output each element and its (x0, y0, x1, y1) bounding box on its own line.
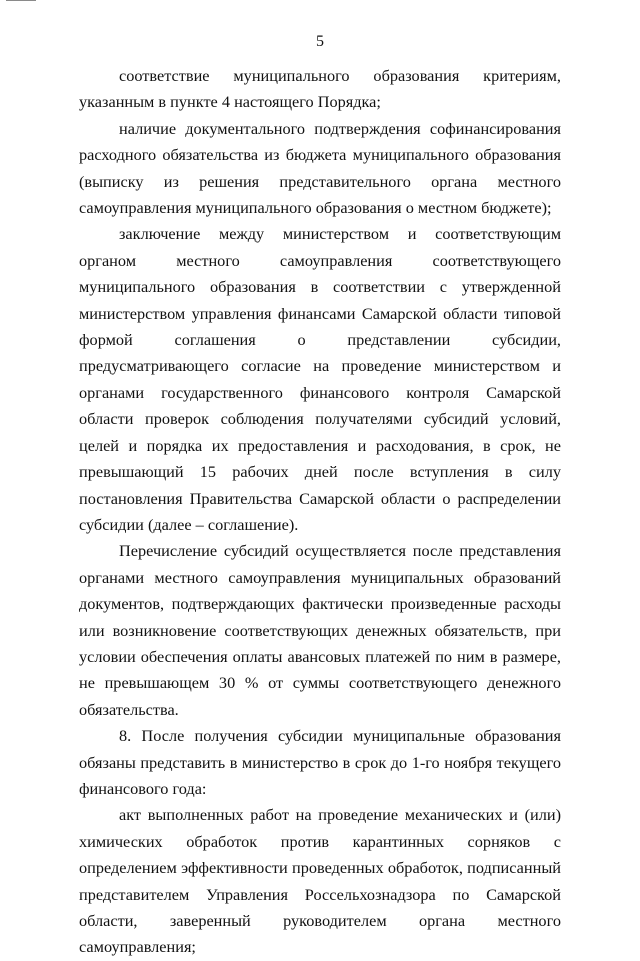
document-body (79, 63, 561, 961)
paragraph-item-8: 8. После получения субсидии муниципальные образования обязаны представить в министерство в срок до 1-го ноября текущего финансового года: (79, 726, 561, 798)
paragraph-criteria: соответствие муниципального образования критериям, указанным в пункте 4 настоящего Порядка; (79, 66, 561, 112)
scan-edge-mark (6, 0, 36, 2)
paragraph-act: акт выполненных работ на проведение механических и (или) химических обработок против карантинных сорняков с определением эффективности проведенных обработок, подписанный представителем Управления Россельхознадзора по Самарской области, заверенный руководителем органа местного самоуправления; (79, 805, 561, 957)
paragraph-transfer: Перечисление субсидий осуществляется после представления органами местного самоуправления муниципальных образований документов, подтверждающих фактически произведенные расходы или возникновение соответствующих денежных обязательств, при условии обеспечения оплаты авансовых платежей по ним в размере, не превышающем 30 % от суммы соответствующего денежного обязательства. (79, 541, 561, 719)
page-number: 5 (316, 33, 324, 50)
paragraph-cofinancing: наличие документального подтверждения софинансирования расходного обязательства из бюджета муниципального образования (выписку из решения представительного органа местного самоуправления муниципального образования о местном бюджете); (79, 118, 561, 218)
paragraph-agreement: заключение между министерством и соответствующим органом местного самоуправления соответствующего муниципального образования в соответствии с утвержденной министерством управления финансами Самарской области типовой формой соглашения о представлении субсидии, предусматривающего согласие на проведение министерством и органами государственного финансового контроля Самарской области проверок соблюдения получателями субсидий условий, целей и порядка их предоставления и расходования, в срок, не превышающий 15 рабочих дней после вступления в силу постановления Правительства Самарской области о распределении субсидии (далее – соглашение). (79, 224, 561, 534)
